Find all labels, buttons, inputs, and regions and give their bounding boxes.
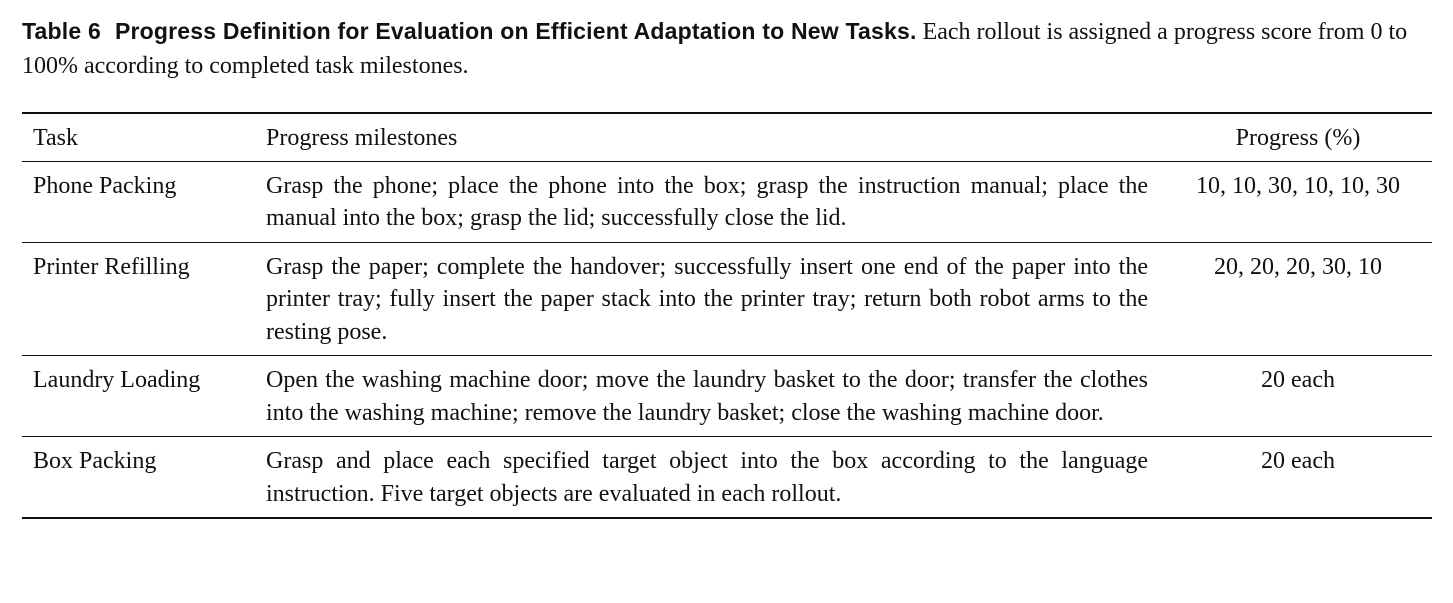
progress-cell: 20 each — [1261, 367, 1335, 393]
progress-table — [22, 112, 1432, 519]
progress-cell: 20 each — [1261, 448, 1335, 474]
caption-label: Table 6 — [22, 18, 101, 44]
task-cell: Phone Packing — [33, 172, 177, 199]
progress-cell: 20, 20, 20, 30, 10 — [1214, 253, 1382, 280]
header-progress: Progress (%) — [1235, 125, 1361, 151]
header-task: Task — [33, 125, 78, 151]
header-milestones: Progress milestones — [266, 125, 458, 151]
table-row — [22, 437, 1432, 519]
header-row — [22, 113, 1432, 161]
milestones-cell: Grasp the paper; complete the handover; successfully insert one end of the paper into the printer tray; fully insert the paper stack into the printer tray; return both robot arms to the resting pose. — [266, 253, 1148, 345]
table-container — [22, 112, 1432, 519]
progress-cell: 10, 10, 30, 10, 10, 30 — [1196, 172, 1400, 199]
table-row — [22, 242, 1432, 356]
table-caption — [22, 14, 1440, 83]
milestones-cell: Grasp the phone; place the phone into the box; grasp the instruction manual; place the manual into the box; grasp the lid; successfully close the lid. — [266, 172, 1148, 231]
task-cell: Laundry Loading — [33, 367, 201, 393]
milestones-cell: Open the washing machine door; move the laundry basket to the door; transfer the clothes into the washing machine; remove the laundry basket; close the washing machine door. — [266, 367, 1148, 426]
table-body — [22, 161, 1432, 518]
caption-text: Each rollout is assigned a progress score from 0 to 100% according to completed task milestones. — [22, 19, 1408, 79]
table-header — [22, 113, 1432, 161]
task-cell: Printer Refilling — [33, 253, 190, 280]
table-row — [22, 161, 1432, 242]
table-row — [22, 356, 1432, 437]
milestones-cell: Grasp and place each specified target object into the box according to the language instruction. Five target objects are evaluated in each rollout. — [266, 448, 1148, 507]
task-cell: Box Packing — [33, 448, 157, 474]
caption-title: Progress Definition for Evaluation on Efficient Adaptation to New Tasks. — [114, 18, 917, 44]
